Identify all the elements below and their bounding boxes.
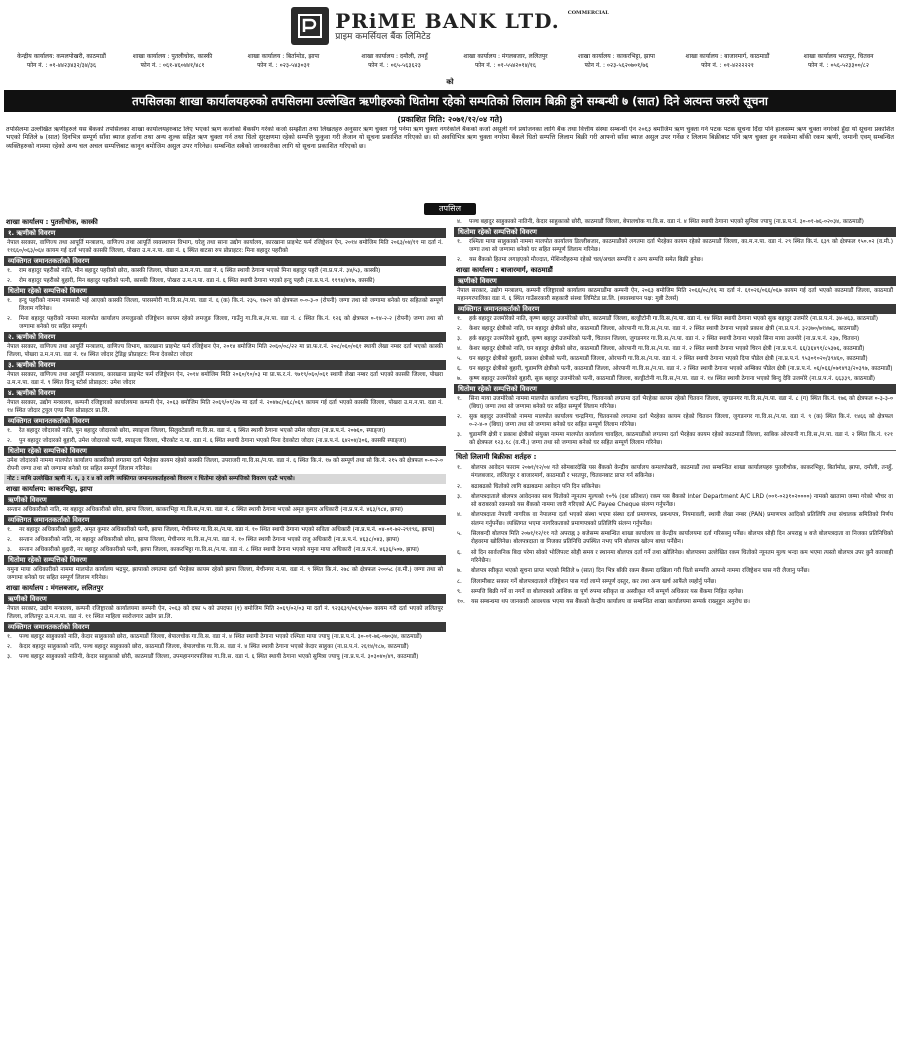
office-item: शाखा कार्यालय : काकरभिट्टा, झापा फोन नं. : ०२३-५६२०७०१/७६	[578, 53, 655, 69]
notice-title: तपसिलका शाखा कार्यालयहरुको तपसिलमा उल्लेखित ऋणीहरुको धितोमा रहेको सम्पतिको लिलाम बिक्री हुने सम्बन्धी ७ (सात) दिने अत्यन्त जरुरी सूचना	[4, 90, 896, 112]
publish-date: (प्रकाशित मिति: २०७१/१२/०४ गते)	[397, 115, 503, 124]
office-item: शाखा कार्यालय : दमौली, तनहुँ फोन नं. : ०६५-५६३६२३	[361, 53, 428, 69]
right-column	[454, 217, 896, 662]
list-item: १. राम बहादुर पहरीको नाति, मीन बहादुर पहरीको छोरा, कास्की जिल्ला, पोखरा उ.म.न.पा. वडा नं. ६ स्थित स्थायी ठेगाना भएको मिना बहादुर पहरी (ना.प्र.प.नं. ३४/५३, कास्की)	[7, 268, 381, 274]
borrower-text: नेपाल सरकार, वाणिज्य तथा आपूर्ति मन्त्रालय, वाणिज्य तथा आपूर्ति व्यवस्थापन विभाग, घरेलु तथा साना उद्योग कार्यालय, कारखाना प्राइभेट फर्म रजिष्ट्रेशन ऐन, २०१४ बमोजिम मिति २०६३/०४/११ मा दर्ता नं. ११६६०/०६३/०६४ कायम गई दर्ता भएको कास्की जिल्ला, पोखरा उ.म.न.पा. वडा नं. ६ स्थित बाटसा रुप प्रोप्राइटर: मिना बहादुर पहरीको	[7, 240, 443, 254]
list-item: २. सुक बहादुर उजमोरेको नाममा मालपोत कार्यालय चन्द्रनिगा, चितवनको लगतमा दर्ता भैरहेका कायम रहेको चितवन जिल्ला, जुगडनगर गा.वि.स./न.पा. वडा नं. ९ (क) स्थित कि.नं. १४६६ को क्षेत्रफल ०-२-४-० (बिघा) जग्गा तथा सो जग्गामा बनेको घर सहित सम्पूर्ण लिलाम गरिनेछ।	[457, 414, 893, 428]
list-item: १. हर्क बहादुर उजमोरेको नाति, कृष्ण बहादुर उजमोरेको छोरा, काठमाडौं जिल्ला, बल्ड्रीटोनी गा.वि.स./न.पा. वडा नं. १४ स्थित स्थायी ठेगाना भएको सुक बहादुर उजमोरे (ना.प्र.प.नं. ३४-४६३, काठमाडौं)	[457, 316, 878, 322]
bank-name-np: प्राइम कमर्सियल बैंक लिमिटेड	[335, 31, 431, 42]
list-item: १. इन्दु पहरीको नाममा नामसारी भई आएको कास्की जिल्ला, पारसमोरी गा.वि.स./न.पा. वडा नं. ६ (क) कि.नं. २३५, १७२१ को क्षेत्रफल ०-०-३-० (रोपनी) जग्गा तथा सो जग्गामा बनेको घर सहितको सम्पूर्ण लिलाम गरिनेछ।	[7, 298, 443, 312]
branch-heading: शाखा कार्यालय : मंगलबजार, ललितपुर	[6, 584, 104, 592]
office-list	[0, 52, 900, 78]
borrower-text: नेपाल सरकार, वाणिज्य तथा आपूर्ति मन्त्रालय, कारखाना प्राइभेट फर्म रजिष्ट्रेशन ऐन, २०१४ बमोजिम मिति २०६०/१०/०३ मा प्रा.फ.र.नं. ९७१९/०६०/०६१ स्थायी लेखा नम्बर दर्ता भएको कास्की जिल्ला, पोखरा उ.म.न.पा. वडा नं. ९ स्थित विन्दु स्टोर्स प्रोप्राइटर: उमेश जोदार	[7, 372, 443, 386]
intro-paragraph: तपसिलमा उल्लेखित ऋणीहरुले यस बैंकको तपसिलका शाखा कार्यालयहरुबाट लिए भएको ऋण कर्जाको बैंकसँग गरेको कर्जा सम्झौता तथा लिखतहरु अनुसार ऋण चुक्ता गर्नु पर्नेमा ऋण चुक्ता नगरेकोले बैंकको कर्जा असुली गर्ने प्रयोजनका लागि बैंक तथा वित्तीय संस्था सम्बन्धी ऐन २०६३ बमोजिम ऋण चुक्ता गर्न पटक पटक सूचना दिँदा पनि हालसम्म ऋण चुक्ता नगरेको हुँदा यो सूचना प्रकाशित भएको मितिले ७ (सात) दिनभित्र सम्पूर्ण साँवा ब्याज हर्जाना तथा अन्य शुल्क सहित ऋण चुक्ता गर्न तथा धितो सुरक्षणमा रहेको सम्पत्ति फुकुवा गरी लैजान यो सूचना प्रकाशित गरिएको छ। सो अवधिभित्र ऋण चुक्ता नगरेमा बैंकले धितो सम्पत्ति लिलाम बिक्री गरी आफ्नो साँवा ब्याज असुल उपर गर्नेछ र लिलाम बिक्रीबाट पनि ऋण चुक्ता हुन नसकेमा बाँकी रकम ऋणी, जमानी एवम् सम्बन्धित व्यक्तिहरुको नाममा रहेको अन्य चल अचल सम्पत्तिबाट कानून बमोजिम असुल उपर गरिनेछ। सम्बन्धित सबैको जानकारीका लागि यो सूचना प्रकाशित गरिएको छ।	[6, 126, 894, 150]
condition-item: २. बढाबढको धितोको लागि बढाबढमा आवेदन पनि दिन सकिनेछ।	[457, 483, 601, 490]
list-item: ४. पञ्च बहादुर साहुकाको नातिनी, केदार साहुकाको छोरी, काठमाडौं जिल्ला, बेपालचोक गा.वि.स. वडा नं. ४ स्थित स्थायी ठेगाना भएको सुमित्रा ज्यापु (ना.प्र.प.नं. ३०-०१-७६-०२०३४, काठमाडौं)	[457, 219, 864, 225]
list-item: ४. केशर बहादुर क्षेत्रीको नाति, घन बहादुर क्षेत्रीको छोरा, काठमाडौं जिल्ला, ओरपानी गा.वि.स./न.पा. वडा नं. २ स्थित स्थायी ठेगाना भएको चिरन क्षेत्री (ना.प्र.प.नं. ६६/३६४९१/८५३७६, काठमाडौं)	[457, 346, 865, 352]
office-item: केन्द्रीय कार्यालय: कमलपोखरी, काठमाडौं फोन नं. : ०१-४४२३४३२/३४/३६	[17, 53, 106, 69]
bank-header	[0, 0, 900, 52]
bank-logo	[291, 7, 609, 45]
borrower-text: नेपाल सरकार, उद्योग मन्त्रालय, कम्पनी रजिष्ट्रारको कार्यालयमा कम्पनी ऐन, २०६३ को दफा ५ को उपदफा (१) बमोजिम मिति २०६९/०२/०३ मा दर्ता नं. ९२३६३९/०६९/०७० कायम गरी दर्ता भएको ललितपुर जिल्ला, ललितपुर उ.म.न.पा. वडा नं. ११ स्थित माहिला स्वरोजगार उद्योग प्रा.लि.	[7, 606, 443, 620]
list-item: १. सिना माया उजमोरेको नाममा मालपोत कार्यालय चन्द्रनिगा, चितवनको लगतमा दर्ता भैरहेका कायम रहेको चितवन जिल्ला, जुगडनगर गा.वि.स./न.पा. वडा नं. ८ (ग) स्थित कि.नं. १७६ को क्षेत्रफल ०-३-३-० (बिघा) जग्गा तथा सो जग्गामा बनेको घर सहित सम्पूर्ण लिलाम गरिनेछ।	[457, 396, 893, 410]
office-item: शाखा कार्यालय : मंगलबजार, ललितपुर फोन नं. : ०१-५५४२०१४/१६	[463, 53, 548, 69]
section-bar: व्यक्तिगत जमानतकर्ताको विवरण	[4, 515, 446, 525]
bank-commercial-tag: COMMERCIAL	[567, 9, 609, 16]
section-bar: १. ऋणीको विवरण	[4, 228, 446, 238]
list-item: १. पञ्च बहादुर साहुकाको नाति, केदार साहुकाको छोरा, काठमाडौं जिल्ला, बेपालचोक गा.वि.स. वडा नं. ४ स्थित स्थायी ठेगाना भएको रश्मिता माया ज्यापु (ना.प्र.प.नं. ३०-०१-७६-०७०३४, काठमाडौं)	[7, 634, 422, 640]
section-bar: ४. ऋणीको विवरण	[4, 388, 446, 398]
collateral-text: यमुना माया अधिकारीको नाममा मालपोत कार्यालय भद्रपुर, झापाको लगतमा दर्ता भैरहेका कायम रहेको झापा जिल्ला, मेचीनगर न.पा. वडा नं. ९ स्थित कि.नं. २७८ को क्षेत्रफल २००५८ (व.मी.) जग्गा तथा सो जग्गामा बनेको घर सहित सम्पूर्ण लिलाम गरिनेछ।	[7, 567, 443, 581]
condition-item: १. बोलपत्र आवेदन फाराम २०७१/१२/०४ गते सोमबारदेखि यस बैंकको केन्द्रीय कार्यालय कमलपोखरी, काठमाडौं तथा सम्बन्धित शाखा कार्यालयहरु पुतलीचोक, काकरभिट्टा, बिर्तामोड, झापा, दमौली, तनहुँ, मंगलबजार, ललितपुर र बाजारमार्ग, काठमाडौं र भरतपुर, चितवनबाट प्राप्त गर्न सकिनेछ।	[457, 465, 893, 480]
list-item: ३. सन्तान अधिकारीको बुहारी, नर बहादुर अधिकारीको पत्नी, झापा जिल्ला, काकरभिट्टा गा.वि.स./न.पा. वडा नं. ८ स्थित स्थायी ठेगाना भएको यमुना माया अधिकारी (ना.प्र.प.नं. ४६३६/५०७, झापा)	[7, 547, 420, 553]
borrower-text: नेपाल सरकार, वाणिज्य तथा आपूर्ति मन्त्रालय, वाणिज्य विभाग, कारखाना प्राइभेट फर्म रजिष्ट्रेशन ऐन, २०१४ बमोजिम मिति २०६०/०८/२२ मा प्रा.फ.र.नं. २०८/०६०/०६१ स्थायी लेखा नम्बर दर्ता भएको कास्की जिल्ला, पोखरा उ.म.न.पा. वडा नं. १४ स्थित जोदार ट्रेडिङ्ग प्रोप्राइटर: मिना देवकोटा जोदार	[7, 344, 443, 358]
list-item: २. केशर बहादुर क्षेत्रीको नाति, घन बहादुर क्षेत्रीको छोरा, काठमाडौं जिल्ला, ओरपानी गा.वि.स./न.पा. वडा नं. २ स्थित स्थायी ठेगाना भएको प्रकाश क्षेत्री (ना.प्र.प.नं. ३२३७०/७१४७६, काठमाडौं)	[457, 326, 859, 332]
section-bar: धितोमा रहेको सम्पत्तिको विवरण	[4, 446, 446, 456]
list-item: ७. कृष्ण बहादुर उजमोरेको बुहारी, सुक बहादुर उजमोरेको पत्नी, काठमाडौं जिल्ला, बल्ड्रीटोनी गा.वि.स./न.पा. वडा नं. १४ स्थित स्थायी ठेगाना भएको बिन्दु देवि उजमोरे (ना.प्र.प.नं. ६६३३९, काठमाडौं)	[457, 376, 876, 382]
section-bar: धितोमा रहेको सम्पत्तिको विवरण	[4, 555, 446, 565]
list-item: ३. चुडामणि क्षेत्री र प्रकाश क्षेत्रीको संयुक्त नाममा मालपोत कार्यालय चावहिल, काठमाडौंको लगतमा दर्ता भैरहेका कायम रहेको काठमाडौं जिल्ला, साबिक ओरपानी गा.वि.स./न.पा. वडा नं. २ स्थित कि.नं. १२१ को क्षेत्रफल १२३.१८ (व.मी.) जग्गा तथा सो जग्गामा बनेको घर सहित सम्पूर्ण लिलाम गरिनेछ।	[457, 432, 893, 446]
list-item: १. नर बहादुर अधिकारीको बुहारी, अमृत कुमार अधिकारीको पत्नी, झापा जिल्ला, मेचीनगर गा.वि.स./न.पा. वडा नं. १० स्थित स्थायी ठेगाना भएको सविता अधिकारी (ना.प्र.प.नं. ०४-०१-७२-२९१९६, झापा)	[7, 527, 435, 533]
list-item: ५. घन बहादुर क्षेत्रीको बुहारी, प्रकाश क्षेत्रीको पत्नी, काठमाडौं जिल्ला, ओरपानी गा.वि.स./न.पा. वडा नं. २ स्थित स्थायी ठेगाना भएको दिपा पौडेल क्षेत्री (ना.प्र.प.नं. ९५३०१०२०/३९४६०, काठमाडौं)	[457, 356, 868, 362]
section-bar: २. ऋणीको विवरण	[4, 332, 446, 342]
office-item: शाखा कार्यालय : पुतलीचोक, कास्की फोन नं. : ०६१-४६०४४१/४८१	[132, 53, 213, 69]
section-bar: ऋणीको विवरण	[454, 276, 896, 286]
list-item: २. यस बैंकको हितमा लगाइएको मौज्दात, मेशिनरीहरुमा रहेको चल/अचल सम्पत्ति र अन्य सम्पत्ति समेत बिक्री हुनेछ।	[457, 257, 703, 263]
list-item: ३. पञ्च बहादुर साहुकाको नातिनी, केदार साहुकाको छोरी, काठमाडौं जिल्ला, उपमहानगरपालिका गा.वि.स. वडा नं. ६ स्थित स्थायी ठेगाना भएको सुमित्रा ज्यापु (ना.प्र.प.नं. ३०३०४०/४९, काठमाडौं)	[7, 654, 419, 660]
list-item: २. केदार बहादुर साहुकाको नाति, पञ्च बहादुर साहुकाको छोरा, काठमाडौं जिल्ला, बेपालचोक गा.वि.स. वडा नं. ४ स्थित स्थायी ठेगाना भएको केदार साहुका (ना.प्र.प.नं. २६१४/१८७, काठमाडौं)	[7, 644, 409, 650]
prime-logo-icon	[291, 7, 329, 45]
condition-item: ५. सिलबन्दी बोलपत्र मिति २०७१/१२/११ गते अपराह्न ३ बजेसम्म सम्बन्धित शाखा कार्यालय वा केन्द्रीय कार्यालयमा दर्ता गरिसक्नु पर्नेछ। बोलपत्र सोही दिन अपराह्न ४ बजे बोलपत्रदाता वा निजका प्रतिनिधिको रोहवरमा खोलिनेछ। बोलपत्रदाता वा निजका प्रतिनिधि उपस्थित नभए पनि बोलपत्र खोल्न बाधा पर्नेछैन।	[457, 531, 893, 546]
list-item: २. रोम बहादुर पहरीको बुहारी, मिन बहादुर पहरीको पत्नी, कास्की जिल्ला, पोखरा उ.म.न.पा. वडा नं. ६ स्थित स्थायी ठेगाना भएको इन्दु पहरी (ना.प्र.प.नं. ११९४/४१७, कास्की)	[7, 278, 375, 284]
section-bar: व्यक्तिगत जमानतकर्ताको विवरण	[454, 304, 896, 314]
borrower-text: सन्तान अधिकारीको नाति, नर बहादुर अधिकारीको छोरा, झापा जिल्ला, काकरभिट्टा गा.वि.स./न.पा. वडा नं. ८ स्थित स्थायी ठेगाना भएको अमृत कुमार अधिकारी (ना.प्र.प.नं. ४६३/९८४, झापा)	[7, 507, 404, 513]
list-item: १. रश्मिता माया साहुकाको नाममा मालपोत कार्यालय डिल्लीबजार, काठमाडौंको लगतमा दर्ता भैरहेका कायम रहेको काठमाडौं जिल्ला, का.म.न.पा. वडा नं. २९ स्थित कि.नं. ६३९ को क्षेत्रफल १५०.०२ (व.मी.) जग्गा तथा सो जग्गामा बनेको घर सहित सम्पूर्ण लिलाम गरिनेछ।	[457, 239, 893, 253]
section-bar: व्यक्तिगत जमानतकर्ताको विवरण	[4, 622, 446, 632]
condition-item: ३. बोलपत्रदाताले बोलपत्र आवेदनका साथ धितोको न्यूनतम मूल्यको १०% (दश प्रतिशत) रकम यस बैंकको Inter Department A/C LRD (००१-०२३१०२००००) नामको खातामा जम्मा गरेको भौचर वा सो बराबरको रकमको यस बैंकको नाममा जारी गरिएको A/C Payee Cheque संलग्न गर्नुपर्नेछ।	[457, 493, 893, 509]
section-bar: ३. ऋणीको विवरण	[4, 360, 446, 370]
ko-label: को	[446, 78, 454, 86]
left-column	[4, 217, 446, 662]
section-bar: धितोमा रहेको सम्पत्तिको विवरण	[454, 227, 896, 237]
note-text: नोट : माथि उल्लेखित ऋणी नं. १, ३ र ४ को लागि व्यक्तिगत जमानतकर्ताहरुको विवरण र धितोमा रहेको सम्पत्तिको विवरण एउटै भएको।	[4, 474, 446, 484]
tapsil-label: तपसिल	[424, 203, 476, 215]
office-item: शाखा कार्यालय : बिर्तामोड, झापा फोन नं. : ०२३-५४३०३१	[247, 53, 320, 69]
list-item: ३. हर्क बहादुर उजमोरेको बुहारी, कृष्ण बहादुर उजमोरेको पत्नी, चितवन जिल्ला, जुगडनगर गा.वि.स./न.पा. वडा नं. २ स्थित स्थायी ठेगाना भएको सिना माया उजमोरे (ना.प्र.प.नं. २३७, चितवन)	[457, 336, 860, 342]
list-item: २. सन्तान अधिकारीको नाति, नर बहादुर अधिकारीको छोरा, झापा जिल्ला, मेचीनगर गा.वि.स./न.पा. वडा नं. १० स्थित स्थायी ठेगाना भएको राजु अधिकारी (ना.प्र.प.नं. ४६३८/०४३, झापा)	[7, 537, 400, 543]
condition-item: ८. लिलामीबाट सकार गर्ने बोलपत्रदाताले रजिष्ट्रेशन पास गर्दा लाग्ने सम्पूर्ण दस्तुर, कर तथा अन्य खर्च आफैंले व्यहोर्नु पर्नेछ।	[457, 578, 717, 585]
list-item: ६. घन बहादुर क्षेत्रीको बुहारी, चुडामणि क्षेत्रीको पत्नी, काठमाडौं जिल्ला, ओरपानी गा.वि.स./न.पा. वडा नं. २ स्थित स्थायी ठेगाना भएको अम्बिका पौडेल क्षेत्री (ना.प्र.प.नं. ०६/०६६/०७१४९३/२०३९७, काठमाडौं)	[457, 366, 893, 372]
branch-heading: शाखा कार्यालय: काकरभिट्टा, झापा	[6, 485, 93, 493]
section-bar: ऋणीको विवरण	[4, 495, 446, 505]
branch-heading: शाखा कार्यालय : पुतलीचोक, कास्की	[6, 218, 98, 226]
condition-item: ६. सो दिन सार्वजनिक बिदा परेमा सोको भोलिपल्ट सोही समय र स्थानमा बोलपत्र दर्ता गर्ने तथा खोलिनेछ। बोलपत्रमा उल्लेखित रकम धितोको न्यूनतम मूल्य भन्दा कम भएमा त्यस्तो बोलपत्र उपर कुनै कारबाही गरिनेछैन।	[457, 549, 893, 564]
collateral-text: उमेश जोदारको नाममा मालपोत कार्यालय कास्कीको लगतमा दर्ता भैरहेका कायम रहेको कास्की जिल्ला, उपराजरी गा.वि.स./न.पा. वडा नं. ६ स्थित कि.नं. १७ को सम्पूर्ण तथा सो कि.नं. २१५ को क्षेत्रफल ०-०-२-० रोपनी जग्गा तथा सो जग्गामा बनेको घर सहित सम्पूर्ण लिलाम गरिनेछ।	[7, 458, 443, 472]
borrower-text: नेपाल सरकार, उद्योग मन्त्रालय, कम्पनी रजिष्ट्रारको कार्यालय काठमाडौंमा कम्पनी ऐन, २०६३ बमोजिम मिति २०६६/०८/१६ मा दर्ता नं. ६१०२६/०६६/०६७ कायम गई दर्ता भएको काठमाडौं जिल्ला, काठमाडौं महानगरपालिका वडा नं. ६ स्थित गाउँसरकारी सहकारी संस्था लिमिटेड प्रा.लि. (ब्यवस्थापन पक्ष: मुन्नी टेलर्स)	[457, 288, 893, 302]
bank-name-en: PRiME BANK LTD.	[335, 8, 560, 33]
conditions-heading: धितो लिलामी बिक्रीका शर्तहरु :	[454, 450, 896, 463]
condition-item: ९. सम्पत्ति बिक्री गर्ने वा नगर्ने वा बोलपत्रको आंशिक वा पूर्ण रुपमा स्वीकृत वा अस्वीकृत गर्ने सम्पूर्ण अधिकार यस बैंकमा निहित रहनेछ।	[457, 588, 744, 595]
section-bar: व्यक्तिगत जमानतकर्ताको विवरण	[4, 416, 446, 426]
condition-item: ४. बोलपत्रदाता नेपाली नागरिक वा नेपालमा दर्ता भएको संस्था भएमा संस्था दर्ता प्रमाणपत्र, प्रबन्धपत्र, नियमावली, स्थायी लेखा नम्बर (PAN) प्रमाणपत्र आदिको प्रतिलिपि तथा संचालक समितिको निर्णय संलग्न गर्नुपर्नेछ। व्यक्तिगत भएमा नागरिकताको प्रमाणपत्रको प्रतिलिपि संलग्न गर्नुपर्नेछ।	[457, 512, 893, 527]
list-item: २. पुन बहादुर जोदारको बुहारी, उमेश जोदारको पत्नी, स्याङ्जा जिल्ला, भीरकोट न.पा. वडा नं. ६ स्थित स्थायी ठेगाना भएको मिना देवकोटा जोदार (ना.प्र.प.नं. ६४२०४/३०६, कास्की स्याङ्जा)	[7, 438, 407, 444]
section-bar: धितोमा रहेको सम्पत्तिको विवरण	[454, 384, 896, 394]
condition-item: १०. यस सम्बन्धमा थप जानकारी आवश्यक भएमा यस बैंकको केन्द्रीय कार्यालय वा सम्बन्धित शाखा कार्यालयमा सम्पर्क राख्नुहुन अनुरोध छ।	[457, 599, 750, 606]
section-bar: व्यक्तिगत जमानतकर्ताको विवरण	[4, 256, 446, 266]
list-item: २. मिना बहादुर पहरीको नाममा मालपोत कार्यालय लमजुङको रजिष्ट्रेशन कायम रहेको लमजुङ जिल्ला, गाउँनु गा.वि.स./न.पा. वडा नं. ८ स्थित कि.नं. १२६ को क्षेत्रफल ०-१४-२-२ (रोपनी) जग्गा तथा सो जग्गामा बनेको घर सहित सम्पूर्ण।	[7, 316, 443, 330]
office-item: शाखा कार्यालय भरतपुर, चितवन फोन नं. : ०५६-५२३३००/८२	[803, 53, 874, 69]
section-bar: धितोमा रहेको सम्पत्तिको विवरण	[4, 286, 446, 296]
branch-heading: शाखा कार्यालय : बाजारमार्ग, काठमाडौं	[456, 266, 553, 274]
office-item: शाखा कार्यालय : बाजारमार्ग, काठमाडौं फोन नं. : ०१-४२२२२२१	[685, 53, 770, 69]
list-item: १. रेत बहादुर जोदारको नाति, पुन बहादुर जोदारको छोरा, स्याङ्जा जिल्ला, सिलुवटेडाली गा.वि.स. वडा नं. ६ स्थित स्थायी ठेगाना भएको उमेश जोदार (ना.प्र.प.नं. २०७६०, स्याङ्जा)	[7, 428, 386, 434]
section-bar: ऋणीको विवरण	[4, 594, 446, 604]
borrower-text: नेपाल सरकार, उद्योग मन्त्रालय, कम्पनी रजिष्ट्रारको कार्यालयमा कम्पनी ऐन, २०६३ बमोजिम मिति २०६९/०१/२७ मा दर्ता नं. २०४७८/०६८/०६९ कायम गई दर्ता भएको कास्की जिल्ला, पोखरा उ.म.न.पा. वडा नं. १४ स्थित जोदार ट्रयुल एण्ड मिल प्रोप्राइटर प्रा.लि.	[7, 400, 443, 414]
condition-item: ७. बोलपत्र स्वीकृत भएको सूचना प्राप्त भएको मितिले ७ (सात) दिन भित्र बाँकी रकम बैंकमा दाखिला गरी धितो सम्पत्ति आफ्नो नाममा रजिष्ट्रेशन पास गरी लैजानु पर्नेछ।	[457, 568, 810, 575]
